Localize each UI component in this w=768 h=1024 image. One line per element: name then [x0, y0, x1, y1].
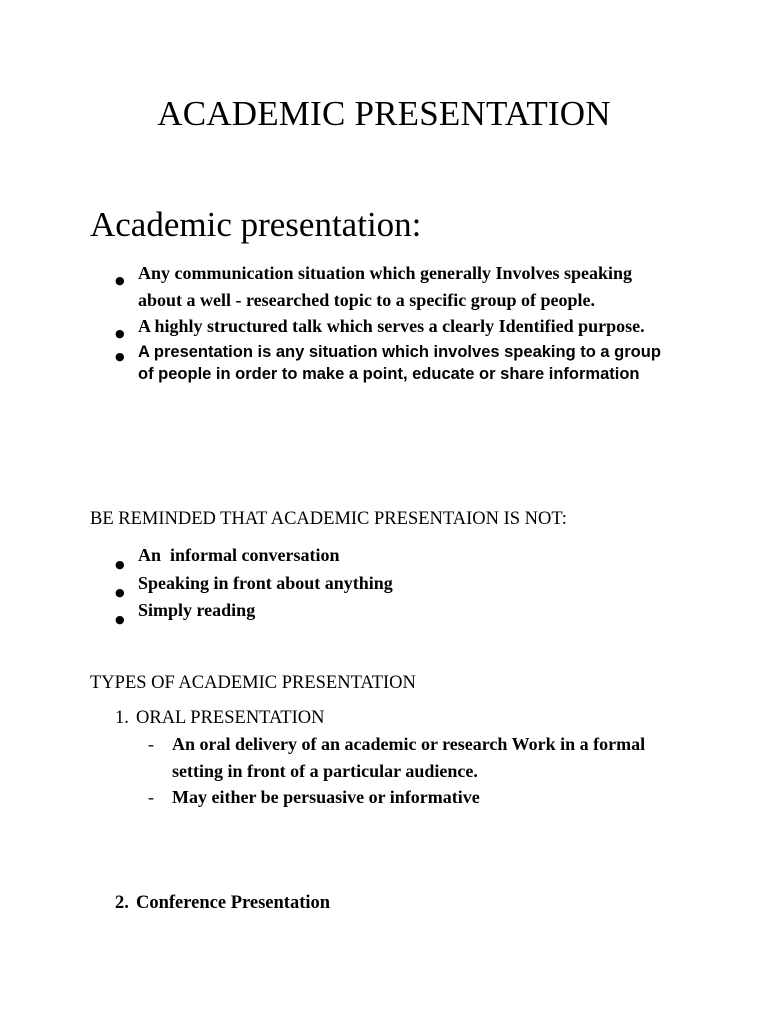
list-item [113, 260, 673, 313]
document-title: ACADEMIC PRESENTATION [157, 94, 611, 133]
bullet-icon: ● [115, 349, 125, 363]
item-label: ORAL PRESENTATION [136, 708, 325, 728]
list-item [148, 784, 648, 811]
list-item [113, 597, 673, 625]
dash-icon: - [148, 787, 154, 807]
list-item-text: Simply reading [138, 600, 256, 620]
section-heading: Academic presentation: [90, 205, 422, 244]
types-heading: TYPES OF ACADEMIC PRESENTATION [90, 673, 416, 693]
list-item-text: An informal conversation [138, 545, 340, 565]
item-number: 2. [115, 893, 129, 913]
list-item [113, 313, 673, 340]
list-item [113, 570, 673, 598]
list-item [148, 731, 648, 784]
definition-list [113, 260, 673, 386]
list-item-text: Speaking in front about anything [138, 572, 393, 593]
list-item [113, 542, 673, 570]
dash-icon: - [148, 734, 154, 754]
item-number: 1. [115, 708, 129, 728]
bullet-icon: ● [115, 558, 125, 571]
list-item-text: A highly structured talk which serves a clearly Identified purpose. [138, 316, 645, 336]
reminder-heading: BE REMINDED THAT ACADEMIC PRESENTAION IS NOT: [90, 509, 567, 529]
not-list [113, 542, 673, 625]
bullet-icon: ● [115, 613, 125, 626]
list-item [113, 340, 673, 386]
numbered-item [115, 706, 325, 730]
list-item-text: A presentation is any situation which involves speaking to a group of people in order to make a point, educate or share information [138, 342, 661, 383]
bullet-icon: ● [115, 585, 125, 599]
list-item-text: May either be persuasive or informative [172, 787, 480, 807]
detail-list [148, 731, 648, 811]
item-label: Conference Presentation [136, 893, 331, 913]
list-item-text: Any communication situation which generally Involves speaking about a well - researched topic to a specific group of people. [138, 263, 633, 310]
numbered-item [115, 891, 330, 915]
bullet-icon: ● [115, 327, 125, 340]
bullet-icon: ● [115, 274, 125, 287]
list-item-text: An oral delivery of an academic or research Work in a formal setting in front of a particular audience. [172, 734, 646, 781]
